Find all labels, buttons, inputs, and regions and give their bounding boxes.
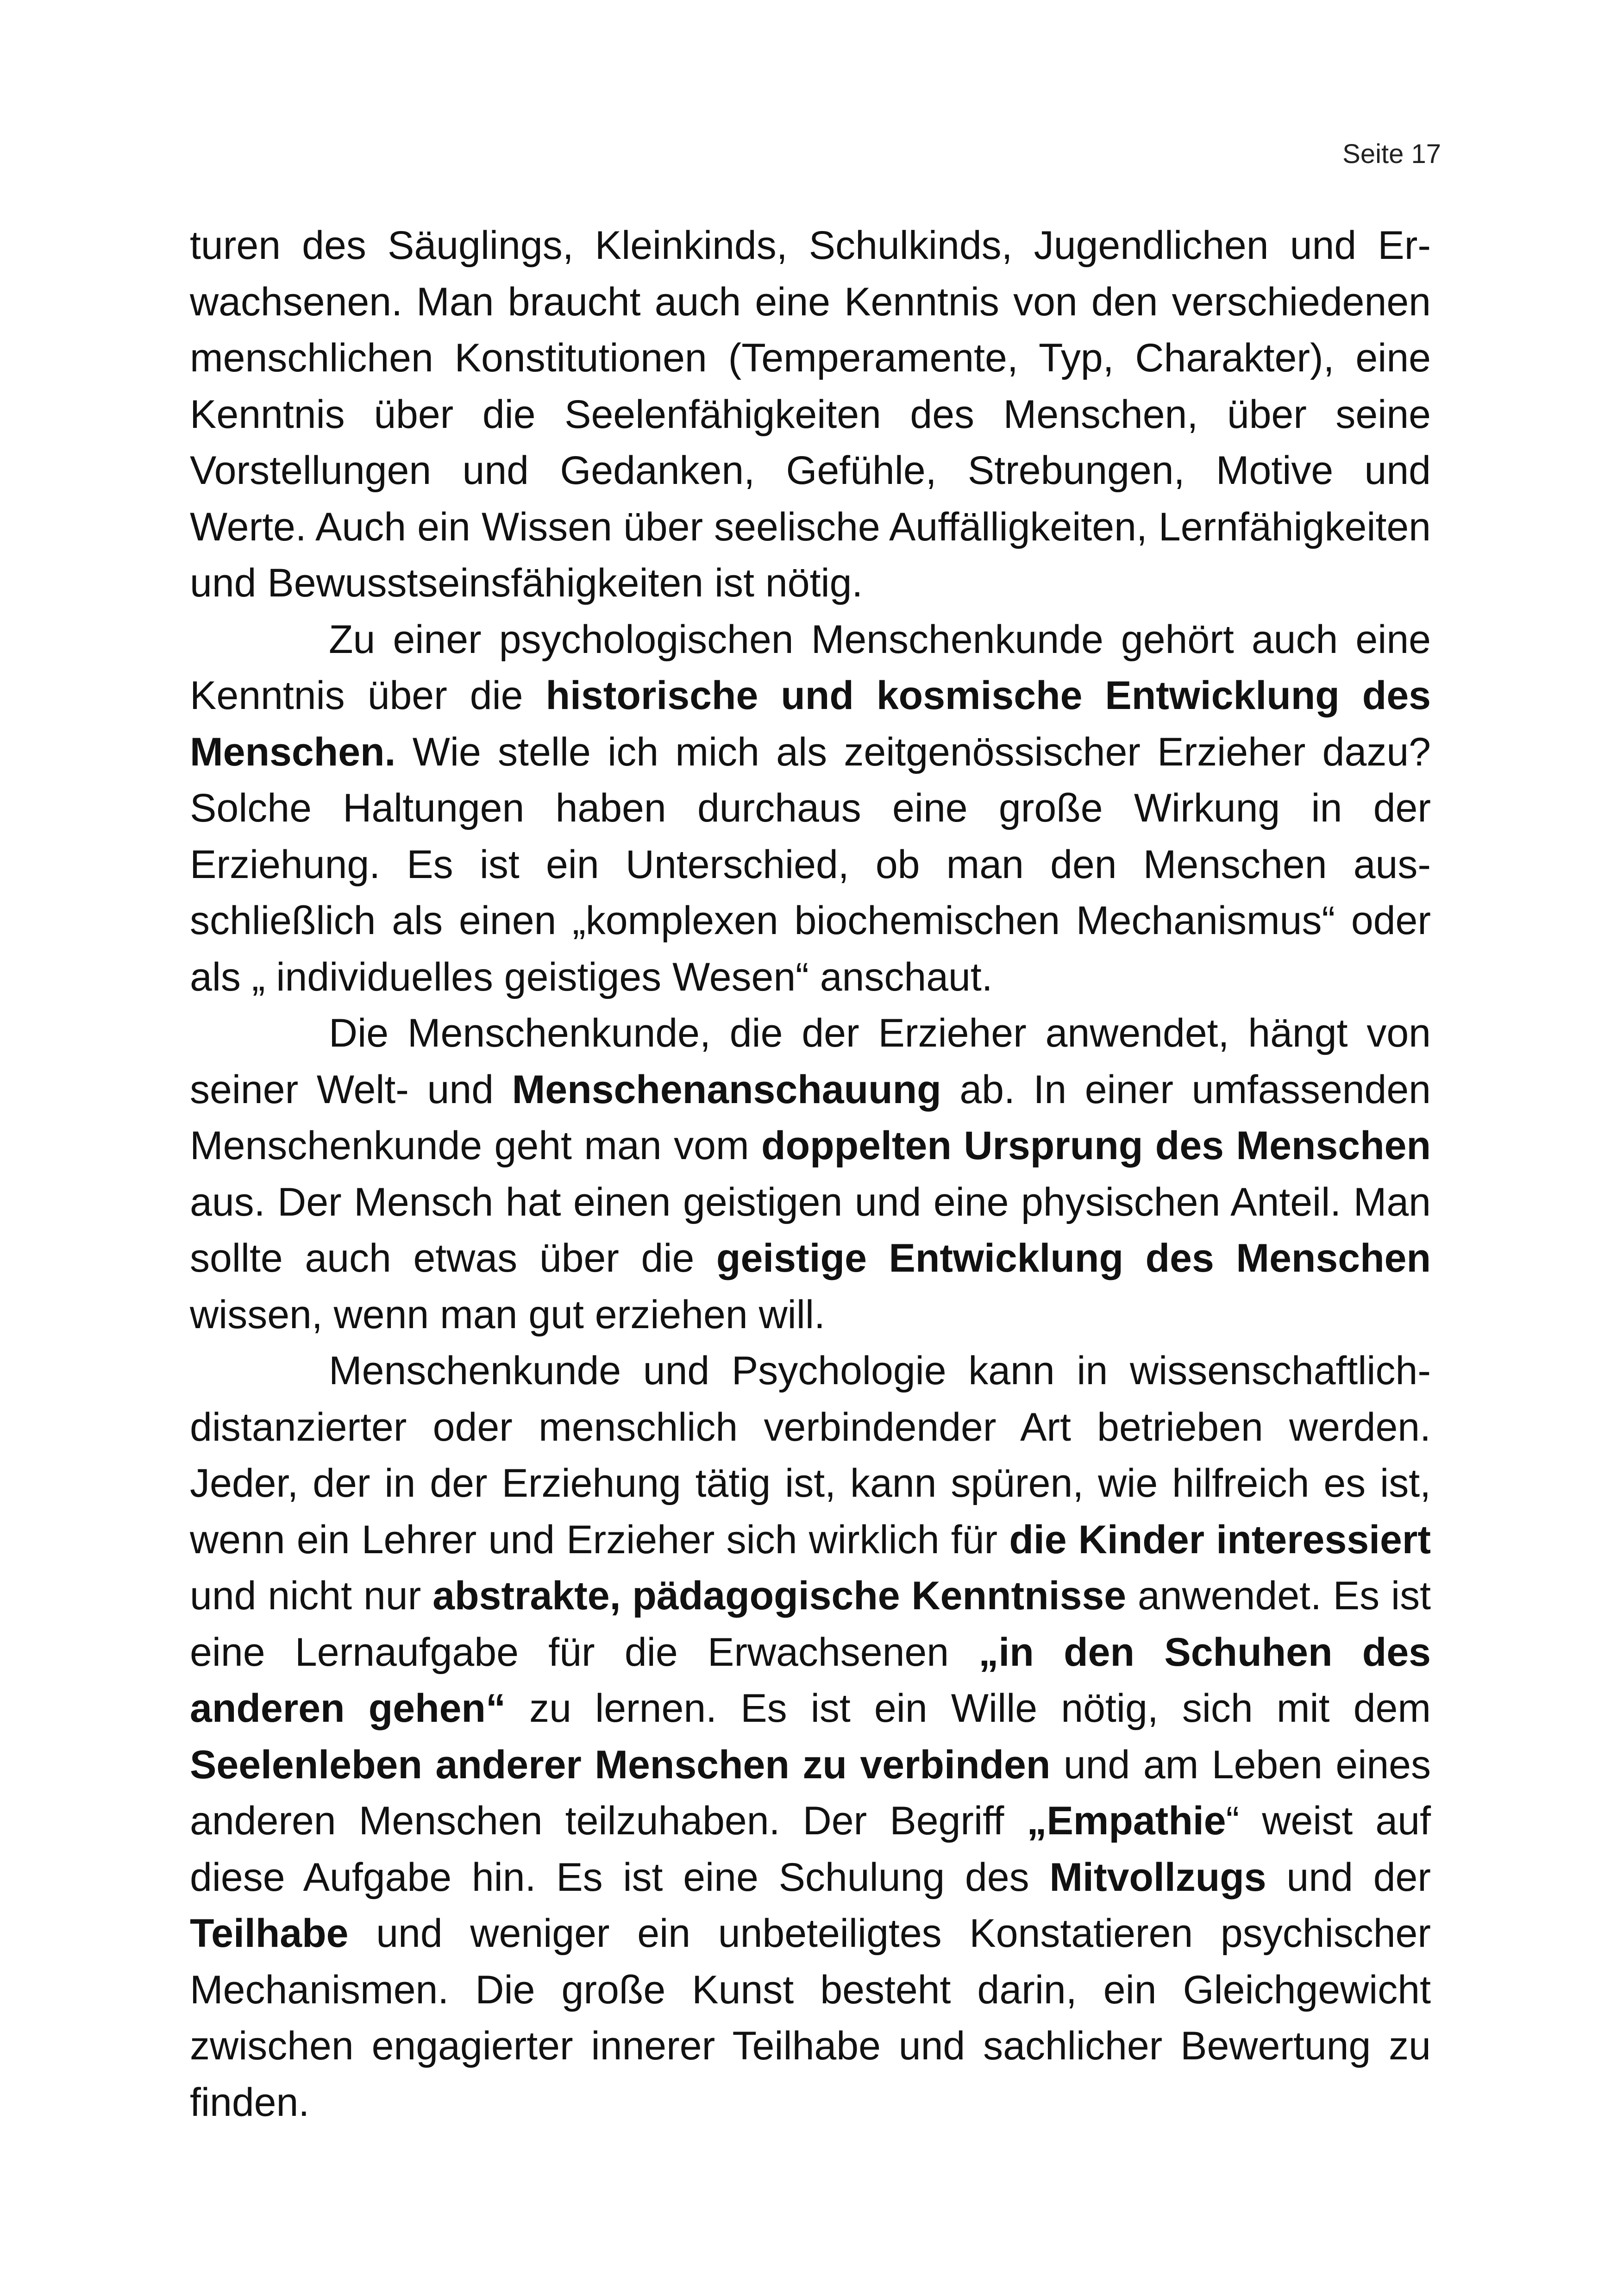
bold-text: Mitvollzugs xyxy=(1049,1855,1266,1900)
paragraph xyxy=(190,218,1431,612)
text-run: “ weist auf diese Aufgabe hin. Es ist eine Schulung des xyxy=(190,1799,1431,1900)
paragraph xyxy=(190,1343,1431,2131)
text-run: wissen, wenn man gut erziehen will. xyxy=(190,1292,825,1337)
paragraph xyxy=(190,612,1431,1006)
text-run: zu lernen. Es ist ein Wille nötig, sich mit dem xyxy=(505,1686,1431,1731)
text-run: und weniger ein unbeteiligtes Konstatieren psychischer Mechanismen. Die große Kunst besteht darin, ein Gleichgewicht zwischen engagierter innerer Teilhabe und sachlicher Bewertung zu finden. xyxy=(190,1911,1431,2125)
bold-text: „in den Schuhen des anderen gehen“ xyxy=(190,1630,1431,1731)
bold-text: abstrakte, pädagogische Kenntnisse xyxy=(432,1574,1127,1618)
text-run: Zu einer psychologischen Menschenkunde gehört auch eine Kenntnis über die xyxy=(190,617,1431,718)
text-run: und nicht nur xyxy=(190,1574,433,1618)
bold-text: geistige Entwicklung des Menschen xyxy=(716,1236,1431,1280)
text-run: und am Leben eines anderen Menschen teilzuhaben. Der Begriff xyxy=(190,1742,1431,1843)
text-run: anwendet. Es ist eine Lernaufgabe für die Erwachsenen xyxy=(190,1574,1431,1675)
text-run: ab. In einer umfassenden Menschenkunde geht man vom xyxy=(190,1067,1431,1168)
text-run: und der xyxy=(1266,1855,1431,1900)
bold-text: historische und kosmische Entwicklung des Menschen. xyxy=(190,673,1431,774)
bold-text: Menschenanschauung xyxy=(512,1067,941,1112)
bold-text: Teilhabe xyxy=(190,1911,349,1956)
bold-text: „Empathie xyxy=(1027,1799,1226,1843)
paragraph xyxy=(190,1005,1431,1343)
text-run: aus. Der Mensch hat einen geistigen und eine physischen Anteil. Man sollte auch etwas über die xyxy=(190,1179,1431,1280)
text-run: Die Menschenkunde, die der Erzieher anwendet, hängt von seiner Welt- und xyxy=(190,1011,1431,1112)
bold-text: doppelten Ursprung des Menschen xyxy=(761,1123,1431,1168)
body-text xyxy=(190,218,1431,2131)
text-run: turen des Säuglings, Kleinkinds, Schulkinds, Jugendlichen und Erwachsenen. Man braucht auch eine Kenntnis von den verschiedenen menschlichen Konstitutionen (Temperamente, Typ, Charakter), eine Kenntnis über die Seelenfähigkeiten des Menschen, über seine Vorstellungen und Gedanken, Gefühle, Strebungen, Motive und Werte. Auch ein Wissen über seelische Auffälligkeiten, Lernfähigkeiten und Bewusstseinsfähigkeiten ist nötig. xyxy=(190,223,1431,605)
bold-text: Seelenleben anderer Menschen zu verbinden xyxy=(190,1742,1051,1787)
text-run: Wie stelle ich mich als zeitgenössischer Erzieher dazu? Solche Haltungen haben durchaus eine große Wirkung in der Erziehung. Es ist ein Unterschied, ob man den Menschen ausschließlich als einen „komplexen biochemischen Mechanismus“ oder als „ individuelles geistiges Wesen“ anschaut. xyxy=(190,729,1431,999)
bold-text: die Kinder interessiert xyxy=(1009,1517,1431,1562)
text-run: Menschenkunde und Psychologie kann in wissenschaftlich-distanzierter oder menschlich verbindender Art betrieben werden. Jeder, der in der Erziehung tätig ist, kann spüren, wie hilfreich es ist, wenn ein Lehrer und Erzieher sich wirklich für xyxy=(190,1349,1431,1562)
page-number: Seite 17 xyxy=(1342,139,1441,169)
